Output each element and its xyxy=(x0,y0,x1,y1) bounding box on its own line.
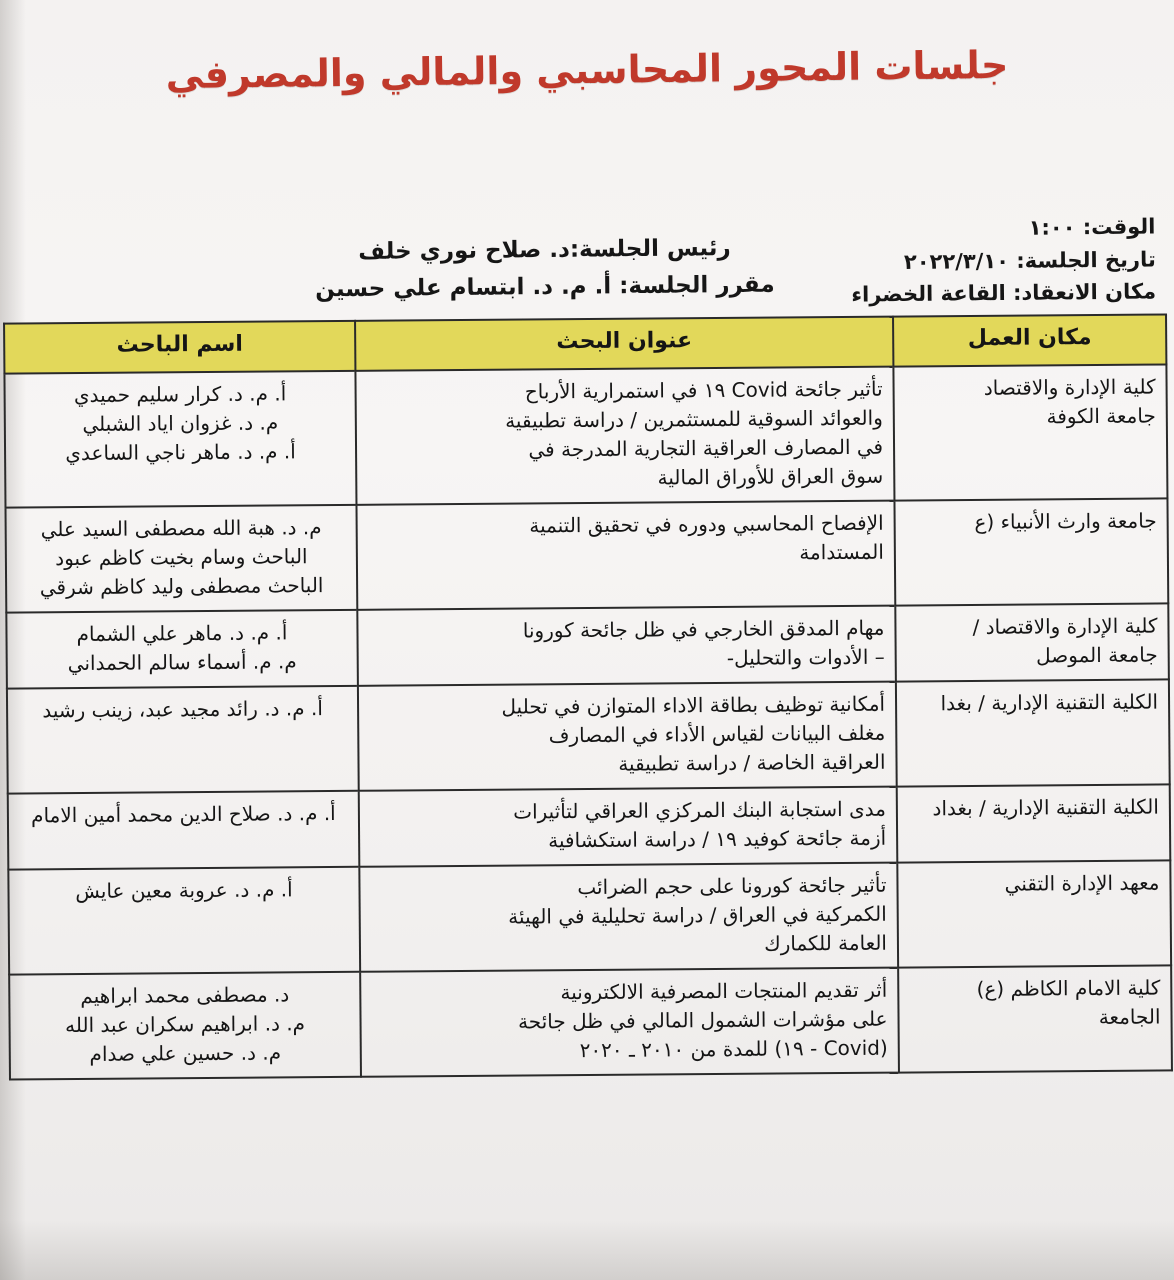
cell-researcher-name-line: م. د. هبة الله مصطفى السيد علي xyxy=(40,515,322,542)
session-time: الوقت: ١:٠٠ xyxy=(1028,214,1156,240)
table-row xyxy=(9,965,1172,1079)
cell-place-line: جامعة الكوفة xyxy=(1046,403,1156,429)
cell-researcher-name xyxy=(7,686,359,794)
cell-research-title-line: والعوائد السوقية للمستثمرين / دراسة تطبيقية xyxy=(505,405,883,433)
session-meta-center xyxy=(314,230,774,308)
cell-place xyxy=(897,784,1171,862)
cell-place xyxy=(897,860,1171,967)
sessions-table-wrapper xyxy=(3,313,1173,1080)
column-header-title: عنوان البحث xyxy=(355,317,893,371)
cell-research-title xyxy=(360,968,899,1077)
cell-research-title-line: أمكانية توظيف بطاقة الاداء المتوازن في تحليل xyxy=(501,691,886,719)
session-meta-right xyxy=(851,210,1157,311)
cell-researcher-name-line: د. مصطفى محمد ابراهيم xyxy=(80,982,290,1008)
cell-researcher-name-line: أ. م. د. رائد مجيد عبد، زينب رشيد xyxy=(42,696,323,723)
cell-place xyxy=(893,364,1167,500)
page-edge-shadow-bottom xyxy=(0,1220,1174,1280)
cell-researcher-name-line: الباحث وسام بخيت كاظم عبود xyxy=(55,544,308,571)
cell-place-line: معهد الإدارة التقني xyxy=(1004,870,1160,896)
cell-research-title-line: – الأدوات والتحليل- xyxy=(726,644,885,670)
cell-researcher-name-line: م. م. أسماء سالم الحمداني xyxy=(67,649,297,676)
sessions-table xyxy=(3,313,1173,1080)
cell-research-title-line: العامة للكمارك xyxy=(764,930,888,956)
cell-place-line: كلية الإدارة والاقتصاد / xyxy=(972,613,1158,639)
cell-research-title-line: مغلف البيانات لقياس الأداء في المصارف xyxy=(548,720,886,748)
table-row xyxy=(4,364,1167,507)
cell-research-title-line: الكمركية في العراق / دراسة تحليلية في الهيئة xyxy=(508,901,887,929)
table-body xyxy=(4,364,1172,1079)
cell-researcher-name-line: أ. م. د. صلاح الدين محمد أمين الامام xyxy=(31,800,336,828)
cell-research-title-line: تأثير جائحة Covid ١٩ في استمرارية الأرباح xyxy=(524,376,883,404)
table-row xyxy=(7,679,1170,793)
cell-research-title-line: سوق العراق للأوراق المالية xyxy=(657,463,884,490)
cell-research-title-line: أثر تقديم المنتجات المصرفية الالكترونية xyxy=(560,977,888,1005)
cell-research-title-line: مدى استجابة البنك المركزي العراقي لتأثيرات xyxy=(513,796,886,824)
cell-research-title-line: على مؤشرات الشمول المالي في ظل جائحة xyxy=(517,1006,888,1034)
cell-place xyxy=(894,498,1168,605)
cell-research-title-line: الإفصاح المحاسبي ودوره في تحقيق التنمية xyxy=(529,510,884,538)
column-header-place: مكان العمل xyxy=(893,314,1166,366)
cell-researcher-name-line: أ. م. د. كرار سليم حميدي xyxy=(73,381,287,408)
session-chair: رئيس الجلسة:د. صلاح نوري خلف xyxy=(357,235,731,265)
cell-research-title xyxy=(356,501,895,610)
table-row xyxy=(8,860,1171,974)
column-header-researcher: اسم الباحث xyxy=(4,321,355,374)
session-date: تاريخ الجلسة: ٢٠٢٢/٣/١٠ xyxy=(904,246,1157,274)
cell-place xyxy=(898,965,1172,1072)
cell-place-line: كلية الإدارة والاقتصاد xyxy=(983,374,1156,400)
cell-research-title xyxy=(359,787,898,867)
cell-place-line: جامعة وارث الأنبياء (ع xyxy=(974,508,1157,534)
cell-researcher-name-line: أ. م. د. ماهر ناجي الساعدي xyxy=(65,439,296,466)
cell-researcher-name-line: أ. م. د. ماهر علي الشمام xyxy=(76,620,288,647)
cell-research-title-line: (Covid - ١٩) للمدة من ٢٠١٠ ـ ٢٠٢٠ xyxy=(579,1035,888,1063)
cell-research-title-line: العراقية الخاصة / دراسة تطبيقية xyxy=(618,749,886,776)
cell-researcher-name-line: م. د. حسين علي صدام xyxy=(89,1040,282,1066)
cell-research-title xyxy=(355,367,894,505)
table-head xyxy=(4,314,1166,373)
cell-research-title xyxy=(358,682,897,791)
cell-researcher-name-line: أ. م. د. عروبة معين عايش xyxy=(75,877,293,904)
cell-researcher-name-line: الباحث مصطفى وليد كاظم شرقي xyxy=(39,573,324,600)
cell-researcher-name xyxy=(4,371,356,508)
cell-researcher-name xyxy=(9,972,361,1080)
table-header-row xyxy=(4,314,1166,373)
session-venue: مكان الانعقاد: القاعة الخضراء xyxy=(851,279,1157,307)
cell-research-title xyxy=(357,606,896,686)
table-row xyxy=(5,498,1168,612)
cell-research-title-line: مهام المدقق الخارجي في ظل جائحة كورونا xyxy=(522,615,885,643)
cell-place-line: الكلية التقنية الإدارية / بغداد xyxy=(932,794,1159,821)
cell-researcher-name-line: م. د. ابراهيم سكران عبد الله xyxy=(64,1011,306,1038)
cell-researcher-name xyxy=(6,610,358,689)
cell-place xyxy=(895,603,1169,681)
cell-place xyxy=(896,679,1170,786)
cell-research-title-line: المستدامة xyxy=(799,539,884,565)
cell-researcher-name-line: م. د. غزوان اياد الشبلي xyxy=(82,410,279,436)
cell-place-line: جامعة الموصل xyxy=(1036,642,1158,668)
table-row xyxy=(6,603,1169,688)
session-rapporteur: مقرر الجلسة: أ. م. د. ابتسام علي حسين xyxy=(314,271,775,303)
cell-research-title xyxy=(359,863,898,972)
cell-research-title-line: أزمة جائحة كوفيد ١٩ / دراسة استكشافية xyxy=(548,825,887,853)
page-title: جلسات المحور المحاسبي والمالي والمصرفي xyxy=(165,42,1009,98)
cell-place-line: الجامعة xyxy=(1098,1004,1161,1029)
table-row xyxy=(8,784,1171,869)
cell-research-title-line: في المصارف العراقية التجارية المدرجة في xyxy=(528,434,884,462)
cell-researcher-name xyxy=(8,867,360,975)
cell-place-line: كلية الامام الكاظم (ع) xyxy=(976,975,1161,1001)
cell-researcher-name xyxy=(5,505,357,613)
cell-researcher-name xyxy=(8,791,360,870)
cell-place-line: الكلية التقنية الإدارية / بغدا xyxy=(940,689,1159,716)
cell-research-title-line: تأثير جائحة كورونا على حجم الضرائب xyxy=(577,872,887,900)
